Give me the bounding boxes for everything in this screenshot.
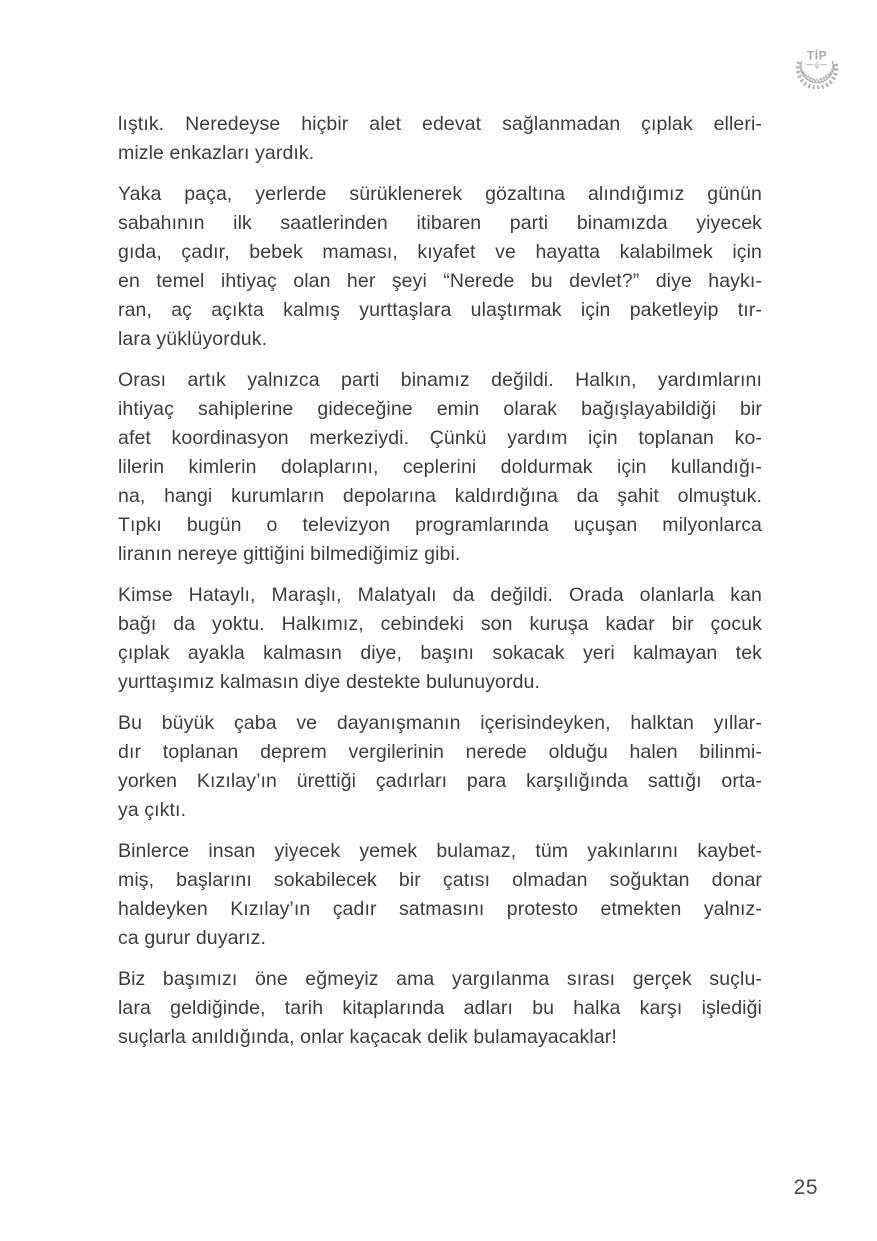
- paragraph: [118, 837, 762, 953]
- text-line: yorken Kızılay’ın ürettiği çadırları para karşılığında sattığı orta-: [118, 770, 762, 792]
- text-line: Orası artık yalnızca parti binamız değildi. Halkın, yardımlarını: [118, 369, 762, 391]
- text-line: yurttaşımız kalmasın diye destekte bulunuyordu.: [118, 671, 540, 693]
- paragraph: [118, 366, 762, 569]
- paragraph: [118, 965, 762, 1052]
- text-line: ya çıktı.: [118, 799, 187, 821]
- text-line: gıda, çadır, bebek maması, kıyafet ve hayatta kalabilmek için: [118, 241, 762, 263]
- text-line: Tıpkı bugün o televizyon programlarında uçuşan milyonlarca: [118, 514, 762, 536]
- text-line: çıplak ayakla kalmasın diye, başını sokacak yeri kalmayan tek: [118, 642, 762, 664]
- paragraph: [118, 581, 762, 697]
- text-line: mizle enkazları yardık.: [118, 142, 315, 164]
- text-line: lilerin kimlerin dolaplarını, ceplerini doldurmak için kullandığı-: [118, 456, 762, 478]
- text-line: Binlerce insan yiyecek yemek bulamaz, tüm yakınlarını kaybet-: [118, 840, 762, 862]
- text-line: lara geldiğinde, tarih kitaplarında adları bu halka karşı işlediği: [118, 997, 762, 1019]
- text-line: ran, aç açıkta kalmış yurttaşlara ulaştırmak için paketleyip tır-: [118, 299, 762, 321]
- page-number: 25: [793, 1176, 818, 1199]
- paragraph: [118, 110, 762, 168]
- text-line: liranın nereye gittiğini bilmediğimiz gibi.: [118, 543, 461, 565]
- text-line: Kimse Hataylı, Maraşlı, Malatyalı da değildi. Orada olanlarla kan: [118, 584, 762, 606]
- text-line: suçlarla anıldığında, onlar kaçacak delik bulamayacaklar!: [118, 1026, 617, 1048]
- text-line: na, hangi kurumların depolarına kaldırdığına da şahit olmuştuk.: [118, 485, 762, 507]
- text-line: sabahının ilk saatlerinden itibaren parti binamızda yiyecek: [118, 212, 762, 234]
- text-line: Yaka paça, yerlerde sürüklenerek gözaltına alındığımız günün: [118, 183, 762, 205]
- text-line: afet koordinasyon merkeziydi. Çünkü yardım için toplanan ko-: [118, 427, 762, 449]
- text-line: lara yüklüyorduk.: [118, 328, 268, 350]
- paragraph: [118, 709, 762, 825]
- tip-emblem-graphic: [787, 29, 847, 89]
- text-line: ihtiyaç sahiplerine gideceğine emin olarak bağışlayabildiği bir: [118, 398, 762, 420]
- body-text: [118, 110, 762, 1064]
- text-line: lıştık. Neredeyse hiçbir alet edevat sağlanmadan çıplak elleri-: [118, 113, 762, 135]
- tip-party-logo: [787, 29, 847, 89]
- text-line: Bu büyük çaba ve dayanışmanın içerisindeyken, halktan yıllar-: [118, 712, 762, 734]
- text-line: haldeyken Kızılay’ın çadır satmasını protesto etmekten yalnız-: [118, 898, 762, 920]
- logo-text: TİP: [806, 48, 828, 63]
- text-line: dır toplanan deprem vergilerinin nerede olduğu halen bilinmi-: [118, 741, 762, 763]
- paragraph: [118, 180, 762, 354]
- text-line: en temel ihtiyaç olan her şeyi “Nerede bu devlet?” diye haykı-: [118, 270, 762, 292]
- text-line: Biz başımızı öne eğmeyiz ama yargılanma sırası gerçek suçlu-: [118, 968, 762, 990]
- text-line: bağı da yoktu. Halkımız, cebindeki son kuruşa kadar bir çocuk: [118, 613, 762, 635]
- text-line: ca gurur duyarız.: [118, 927, 267, 949]
- text-line: miş, başlarını sokabilecek bir çatısı olmadan soğuktan donar: [118, 869, 762, 891]
